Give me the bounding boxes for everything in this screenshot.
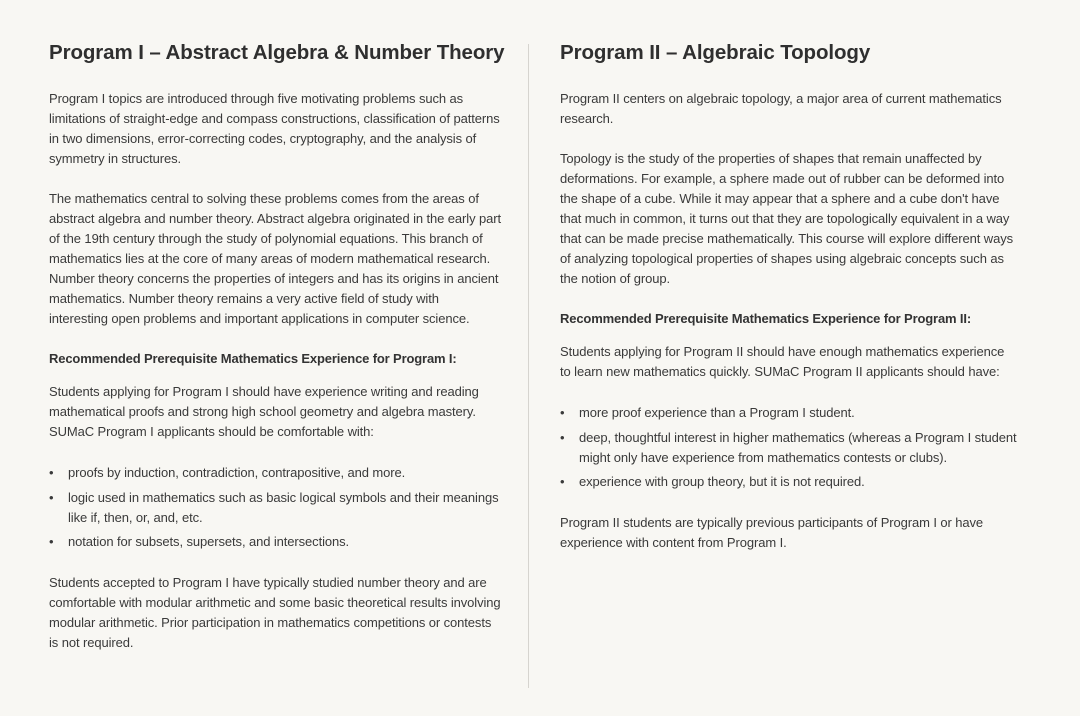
list-item-text: deep, thoughtful interest in higher mathematics (whereas a Program I student might only have experience from mathematics contests or clubs). (579, 429, 1017, 465)
list-item (560, 472, 1018, 492)
list-item-text: logic used in mathematics such as basic logical symbols and their meanings like if, then, or, and, etc. (68, 489, 499, 525)
program-1-column (49, 40, 505, 653)
program-2-column (560, 40, 1018, 553)
program-2-prereq-heading: Recommended Prerequisite Mathematics Experience for Program II: (560, 311, 972, 326)
list-item (49, 463, 501, 483)
program-2-intro: Program II centers on algebraic topology, a major area of current mathematics research. (560, 91, 1002, 126)
program-2-topology: Topology is the study of the properties of shapes that remain unaffected by deformations. For example, a sphere made out of rubber can be deformed into the shape of a cube. While it may appear that a sphere and a cube don't have that much in common, it turns out that they are topologically equivalent in a way that can be made precise mathematically. This course will explore different ways of analyzing topological properties of shapes using algebraic concepts such as the notion of group. (560, 151, 1013, 286)
program-2-title: Program II – Algebraic Topology (560, 41, 871, 64)
program-2-prereq-text: Students applying for Program II should have enough mathematics experience to learn new mathematics quickly. SUMaC Program II applicants should have: (560, 344, 1005, 379)
bullet-icon: • (49, 465, 54, 480)
program-1-math-central: The mathematics central to solving these problems comes from the areas of abstract algebra and number theory. Abstract algebra originated in the early part of the 19th century through the study of polynomial equations. This branch of mathematics lies at the core of many areas of modern mathematical research. Number theory concerns the properties of integers and has its origins in ancient mathematics. Number theory remains a very active field of study with interesting open problems and important applications in computer science. (49, 191, 501, 326)
bullet-icon: • (49, 489, 54, 505)
list-item-text: notation for subsets, supersets, and intersections. (68, 534, 350, 549)
list-item (560, 428, 1018, 468)
program-1-title: Program I – Abstract Algebra & Number Theory (49, 41, 505, 64)
bullet-icon: • (560, 474, 565, 489)
program-2-closing: Program II students are typically previous participants of Program I or have experience with content from Program I. (560, 515, 984, 550)
program-1-prereq-heading: Recommended Prerequisite Mathematics Experience for Program I: (49, 351, 457, 366)
list-item-text: more proof experience than a Program I student. (579, 405, 855, 420)
list-item (560, 403, 1018, 423)
column-divider (528, 44, 529, 688)
list-item (49, 532, 501, 552)
program-1-prereq-text: Students applying for Program I should have experience writing and reading mathematical proofs and strong high school geometry and algebra mastery. SUMaC Program I applicants should be comfortable with: (49, 384, 479, 439)
program-1-closing: Students accepted to Program I have typically studied number theory and are comfortable with modular arithmetic and some basic theoretical results involving modular arithmetic. Prior participation in mathematics competitions or contests is not required. (49, 575, 501, 650)
list-item (49, 488, 501, 528)
bullet-icon: • (560, 405, 565, 420)
program-1-intro: Program I topics are introduced through five motivating problems such as limitations of straight-edge and compass constructions, classification of patterns in two dimensions, error-correcting codes, cryptography, and the analysis of symmetry in structures. (49, 91, 500, 166)
list-item-text: proofs by induction, contradiction, contrapositive, and more. (68, 465, 406, 480)
bullet-icon: • (49, 534, 54, 549)
bullet-icon: • (560, 429, 565, 445)
list-item-text: experience with group theory, but it is not required. (579, 474, 865, 489)
program-2-bullet-list (560, 403, 1018, 492)
program-1-bullet-list (49, 463, 501, 552)
